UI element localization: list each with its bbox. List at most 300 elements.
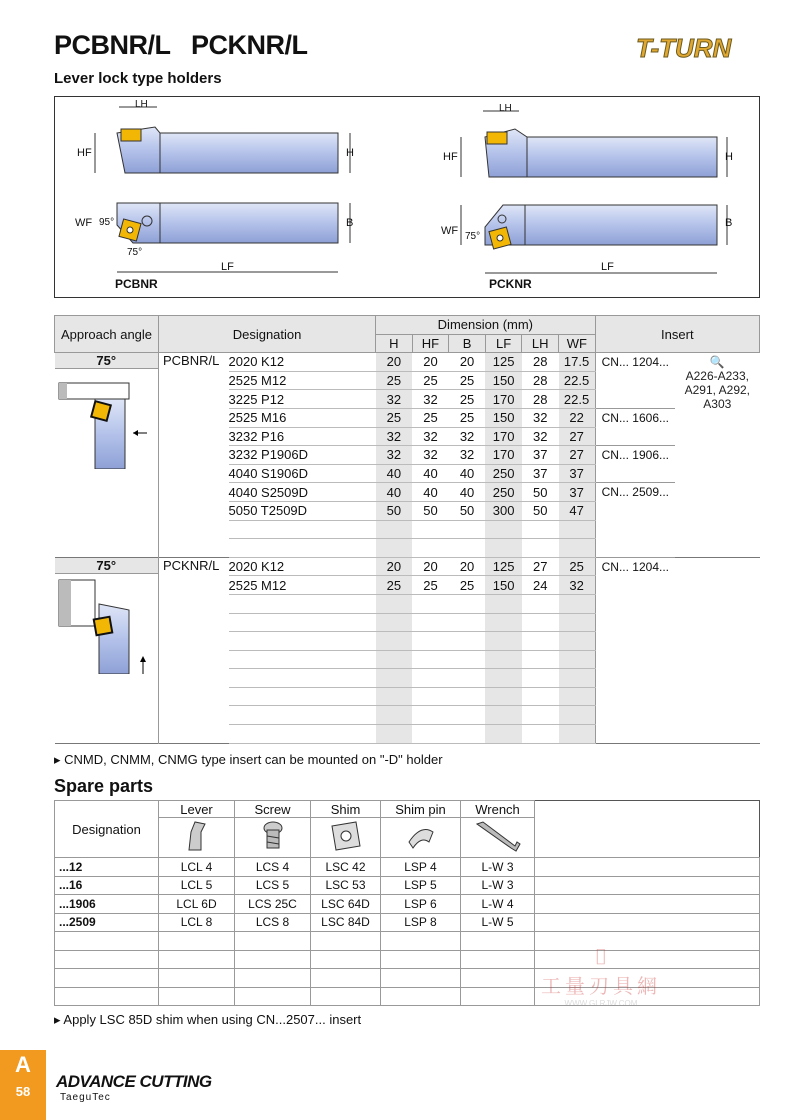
page-reference[interactable]: A226-A233, xyxy=(685,369,749,384)
dimension-value: 32 xyxy=(376,390,413,409)
spare-part-code xyxy=(461,987,535,1006)
dimension-value: 125 xyxy=(485,353,522,372)
dimension-value xyxy=(522,650,559,669)
spare-part-code xyxy=(235,987,311,1006)
dimension-value xyxy=(522,669,559,688)
dimension-value: 25 xyxy=(449,408,486,427)
dimension-value xyxy=(412,725,449,744)
spare-row xyxy=(55,895,760,914)
insert-value xyxy=(595,669,675,688)
lever-icon xyxy=(159,818,235,858)
page-number: 58 xyxy=(15,1084,31,1099)
dimension-value: 22.5 xyxy=(559,371,596,390)
designation-code xyxy=(229,725,376,744)
dimension-value: 40 xyxy=(376,483,413,502)
dimension-value: 32 xyxy=(522,408,559,427)
dim-angle2-left: 75° xyxy=(127,247,143,258)
screw-header: Screw xyxy=(235,801,311,818)
dimension-value: 20 xyxy=(412,557,449,576)
designation-code xyxy=(229,594,376,613)
dimension-value xyxy=(376,669,413,688)
dimension-value xyxy=(412,669,449,688)
note-shim-text: Apply LSC 85D shim when using CN...2507... insert xyxy=(63,1012,362,1027)
dim-lf-left: LF xyxy=(221,261,234,273)
pcknr-top-view xyxy=(461,205,727,273)
pcknr-approach-icon xyxy=(55,574,155,674)
spare-designation xyxy=(55,987,159,1006)
spare-designation: ...1906 xyxy=(55,895,159,914)
brand-logo: ADVANCE CUTTING xyxy=(56,1072,212,1091)
insert-value xyxy=(595,539,675,558)
dim-col-header: WF xyxy=(559,334,596,353)
dimension-value: 40 xyxy=(449,483,486,502)
spare-empty-cell xyxy=(535,858,760,877)
dimension-value: 37 xyxy=(522,446,559,465)
insert-value xyxy=(595,687,675,706)
dimension-value: 20 xyxy=(376,557,413,576)
dim-col-header: H xyxy=(376,334,413,353)
dimension-value xyxy=(449,687,486,706)
dimension-value xyxy=(412,594,449,613)
dim-angle1-left: 95° xyxy=(99,217,115,228)
designation-code xyxy=(229,669,376,688)
dimension-value xyxy=(522,594,559,613)
spare-part-code: LCS 5 xyxy=(235,876,311,895)
dimension-value: 20 xyxy=(449,557,486,576)
spare-designation: ...2509 xyxy=(55,913,159,932)
dimension-value: 250 xyxy=(485,464,522,483)
insert-value xyxy=(595,632,675,651)
diagram-label-pcknr: PCKNR xyxy=(489,277,532,291)
dim-h-right: H xyxy=(725,151,733,163)
dim-col-header: LH xyxy=(522,334,559,353)
spare-part-code xyxy=(235,932,311,951)
dim-hf-right: HF xyxy=(443,151,458,163)
spare-part-code: L-W 3 xyxy=(461,858,535,877)
dimension-value xyxy=(559,650,596,669)
t-turn-logo xyxy=(632,30,760,66)
dimension-value: 37 xyxy=(559,483,596,502)
dimension-value xyxy=(559,725,596,744)
watermark xyxy=(536,944,666,1014)
insert-value: CN... 1204... xyxy=(595,557,675,576)
watermark-url: WWW.GLRJW.COM xyxy=(564,999,638,1008)
dimension-value: 300 xyxy=(485,501,522,520)
holder-dimension-table xyxy=(54,315,760,744)
dimension-value: 20 xyxy=(412,353,449,372)
spare-part-code xyxy=(381,932,461,951)
spare-part-code: LSP 4 xyxy=(381,858,461,877)
insert-value: CN... 1204... xyxy=(595,353,675,372)
page-reference[interactable]: A291, A292, xyxy=(684,383,750,398)
spare-part-code: LCS 8 xyxy=(235,913,311,932)
spare-designation xyxy=(55,969,159,988)
shim-header: Shim xyxy=(311,801,381,818)
section-letter: A xyxy=(15,1052,31,1077)
dim-angle1-right: 75° xyxy=(465,231,481,242)
dimension-value: 32 xyxy=(449,427,486,446)
dimension-value xyxy=(449,539,486,558)
designation-code xyxy=(229,687,376,706)
spare-part-code xyxy=(311,932,381,951)
lever-header: Lever xyxy=(159,801,235,818)
spare-part-code xyxy=(381,987,461,1006)
designation-code xyxy=(229,706,376,725)
dimension-value: 22.5 xyxy=(559,390,596,409)
dim-col-header: LF xyxy=(485,334,522,353)
dimension-value: 25 xyxy=(412,408,449,427)
spare-part-code xyxy=(311,950,381,969)
section-tab xyxy=(0,1050,46,1120)
watermark-logo-icon: ⌷ xyxy=(594,944,608,969)
wrench-icon xyxy=(461,818,535,858)
spare-part-code xyxy=(461,950,535,969)
dimension-value xyxy=(376,613,413,632)
dimension-value: 25 xyxy=(449,576,486,595)
dim-lf-right: LF xyxy=(601,261,614,273)
shim-icon xyxy=(311,818,381,858)
dim-h-left: H xyxy=(346,147,354,159)
approach-angle-value: 75° xyxy=(55,353,159,369)
pcbnr-approach-icon xyxy=(55,369,155,469)
pcknr-side-view xyxy=(461,111,727,177)
dimension-value xyxy=(522,539,559,558)
dimension-value: 27 xyxy=(559,446,596,465)
designation-code: 3232 P16 xyxy=(229,427,376,446)
dim-wf-left: WF xyxy=(75,217,93,229)
spare-part-code xyxy=(235,950,311,969)
dimension-value: 27 xyxy=(522,557,559,576)
pcbnr-side-view xyxy=(95,107,350,173)
spare-part-code xyxy=(159,950,235,969)
insert-value xyxy=(595,520,675,539)
dimension-value: 50 xyxy=(522,501,559,520)
dimension-value: 25 xyxy=(376,576,413,595)
spare-part-code xyxy=(461,932,535,951)
spare-row xyxy=(55,876,760,895)
spare-part-code: LSP 6 xyxy=(381,895,461,914)
dimension-value: 32 xyxy=(376,446,413,465)
designation-code: 2020 K12 xyxy=(229,557,376,576)
holder-diagram-panel xyxy=(54,96,760,298)
dimension-value xyxy=(449,632,486,651)
dimension-value: 170 xyxy=(485,427,522,446)
insert-value xyxy=(595,613,675,632)
dimension-value xyxy=(449,613,486,632)
insert-value xyxy=(595,390,675,409)
table-row xyxy=(55,557,760,576)
spare-empty-cell xyxy=(535,876,760,895)
dimension-value xyxy=(522,706,559,725)
spare-row xyxy=(55,858,760,877)
dimension-value xyxy=(485,520,522,539)
dim-col-header: B xyxy=(449,334,486,353)
spare-part-code: LSC 64D xyxy=(311,895,381,914)
dimension-value: 40 xyxy=(376,464,413,483)
dimension-value xyxy=(485,706,522,725)
dimension-value xyxy=(376,650,413,669)
dimension-value xyxy=(559,669,596,688)
wrench-header: Wrench xyxy=(461,801,535,818)
shim-pin-header: Shim pin xyxy=(381,801,461,818)
insert-value: CN... 1906... xyxy=(595,446,675,465)
dimension-value: 40 xyxy=(449,464,486,483)
dimension-value xyxy=(412,706,449,725)
dimension-value xyxy=(485,650,522,669)
dimension-value xyxy=(485,613,522,632)
dimension-value: 37 xyxy=(522,464,559,483)
dimension-value: 32 xyxy=(522,427,559,446)
designation-code: 2525 M16 xyxy=(229,408,376,427)
spare-part-code: LSC 42 xyxy=(311,858,381,877)
designation-prefix: PCBNR/L xyxy=(163,353,220,369)
dimension-value: 24 xyxy=(522,576,559,595)
dimension-value xyxy=(522,613,559,632)
watermark-text: 工量刃具網 xyxy=(541,976,661,998)
dimension-value: 32 xyxy=(449,446,486,465)
dimension-value xyxy=(559,520,596,539)
page-title: PCBNR/L PCKNR/L xyxy=(54,30,308,60)
dimension-value xyxy=(559,632,596,651)
designation-code xyxy=(229,539,376,558)
dimension-value: 20 xyxy=(376,353,413,372)
dimension-value xyxy=(522,520,559,539)
dimension-value xyxy=(485,725,522,744)
designation-code: 4040 S1906D xyxy=(229,464,376,483)
dimension-value: 32 xyxy=(412,427,449,446)
spare-part-code: LSC 53 xyxy=(311,876,381,895)
spare-part-code xyxy=(159,969,235,988)
dimension-value xyxy=(412,539,449,558)
insert-value xyxy=(595,501,675,520)
dimension-value: 27 xyxy=(559,427,596,446)
dimension-value: 25 xyxy=(559,557,596,576)
dimension-value: 25 xyxy=(376,371,413,390)
dimension-value xyxy=(412,520,449,539)
spare-part-code: LSP 8 xyxy=(381,913,461,932)
note-d-holder: ▸ CNMD, CNMM, CNMG type insert can be mounted on "-D" holder xyxy=(54,752,443,767)
dim-b-right: B xyxy=(725,217,733,229)
dimension-value: 25 xyxy=(412,371,449,390)
designation-code: 5050 T2509D xyxy=(229,501,376,520)
dimension-value: 47 xyxy=(559,501,596,520)
insert-value: CN... 1606... xyxy=(595,408,675,427)
dimension-value xyxy=(449,669,486,688)
dim-b-left: B xyxy=(346,217,354,229)
insert-value: CN... 2509... xyxy=(595,483,675,502)
dimension-value xyxy=(376,539,413,558)
dimension-value: 50 xyxy=(412,501,449,520)
dimension-value: 37 xyxy=(559,464,596,483)
dimension-value xyxy=(485,632,522,651)
dimension-value: 50 xyxy=(449,501,486,520)
dimension-value: 125 xyxy=(485,557,522,576)
dimension-value xyxy=(559,613,596,632)
spare-part-code: LCS 4 xyxy=(235,858,311,877)
dimension-value xyxy=(412,650,449,669)
reference-cell xyxy=(675,353,759,558)
spare-part-code xyxy=(311,987,381,1006)
approach-angle-value: 75° xyxy=(55,558,159,574)
dimension-value: 20 xyxy=(449,353,486,372)
shim-pin-icon xyxy=(381,818,461,858)
dimension-value: 250 xyxy=(485,483,522,502)
insert-value xyxy=(595,371,675,390)
spare-part-code: LCL 6D xyxy=(159,895,235,914)
spare-part-code xyxy=(381,950,461,969)
spare-part-code: LCS 25C xyxy=(235,895,311,914)
spare-part-code xyxy=(235,969,311,988)
dimension-value xyxy=(522,632,559,651)
spare-part-code: LSC 84D xyxy=(311,913,381,932)
page-subtitle: Lever lock type holders xyxy=(54,70,222,87)
designation-code: 2020 K12 xyxy=(229,353,376,372)
dimension-value: 150 xyxy=(485,371,522,390)
designation-code: 3225 P12 xyxy=(229,390,376,409)
insert-value xyxy=(595,464,675,483)
dimension-value xyxy=(376,520,413,539)
spare-designation xyxy=(55,950,159,969)
dimension-value xyxy=(412,687,449,706)
reference-cell xyxy=(675,557,759,743)
dimension-header: Dimension (mm) xyxy=(376,316,596,335)
designation-code: 2525 M12 xyxy=(229,371,376,390)
page-reference[interactable]: A303 xyxy=(703,397,732,412)
spare-part-code xyxy=(159,932,235,951)
table-row xyxy=(55,353,760,372)
screw-icon xyxy=(235,818,311,858)
designation-header: Designation xyxy=(159,316,376,353)
dimension-value xyxy=(376,725,413,744)
magnifier-icon: 🔍 xyxy=(709,355,725,370)
spare-part-code: LCL 4 xyxy=(159,858,235,877)
dim-lh-right: LH xyxy=(499,103,512,114)
dimension-value: 150 xyxy=(485,576,522,595)
dimension-value: 25 xyxy=(376,408,413,427)
dimension-value: 25 xyxy=(412,576,449,595)
dimension-value: 40 xyxy=(412,464,449,483)
dimension-value xyxy=(449,706,486,725)
dim-hf-left: HF xyxy=(77,147,92,159)
dimension-value: 32 xyxy=(412,390,449,409)
dimension-value: 50 xyxy=(376,501,413,520)
designation-code xyxy=(229,650,376,669)
insert-header: Insert xyxy=(595,316,759,353)
dimension-value xyxy=(485,539,522,558)
note-d-holder-text: CNMD, CNMM, CNMG type insert can be mounted on "-D" holder xyxy=(64,752,443,767)
approach-angle-cell xyxy=(55,353,159,558)
designation-code xyxy=(229,520,376,539)
spare-row xyxy=(55,913,760,932)
dimension-value: 25 xyxy=(449,390,486,409)
dimension-value: 170 xyxy=(485,446,522,465)
dimension-value xyxy=(485,669,522,688)
spare-part-code: L-W 4 xyxy=(461,895,535,914)
dimension-value: 170 xyxy=(485,390,522,409)
dimension-value xyxy=(376,594,413,613)
dimension-value: 32 xyxy=(412,446,449,465)
designation-prefix: PCKNR/L xyxy=(163,557,220,573)
dimension-value: 28 xyxy=(522,390,559,409)
dimension-value xyxy=(449,725,486,744)
insert-value xyxy=(595,725,675,744)
insert-value xyxy=(595,576,675,595)
dimension-value xyxy=(559,706,596,725)
dimension-value xyxy=(376,632,413,651)
holder-drawings xyxy=(55,97,761,299)
dim-col-header: HF xyxy=(412,334,449,353)
dimension-value xyxy=(485,594,522,613)
insert-value xyxy=(595,650,675,669)
dimension-value xyxy=(412,613,449,632)
insert-value xyxy=(595,427,675,446)
spare-part-code: L-W 3 xyxy=(461,876,535,895)
dim-lh-left: LH xyxy=(135,99,148,110)
dimension-value xyxy=(522,725,559,744)
designation-code xyxy=(229,632,376,651)
spare-part-code xyxy=(461,969,535,988)
spare-empty-cell xyxy=(535,895,760,914)
dimension-value: 150 xyxy=(485,408,522,427)
dimension-value xyxy=(522,687,559,706)
brand-subtext: TaeguTec xyxy=(60,1092,111,1103)
dimension-value xyxy=(449,650,486,669)
spare-part-code xyxy=(311,969,381,988)
designation-code: 4040 S2509D xyxy=(229,483,376,502)
dimension-value: 28 xyxy=(522,353,559,372)
designation-code: 3232 P1906D xyxy=(229,446,376,465)
insert-value xyxy=(595,594,675,613)
diagram-label-pcbnr: PCBNR xyxy=(115,277,158,291)
spare-designation xyxy=(55,932,159,951)
approach-angle-header: Approach angle xyxy=(55,316,159,353)
dimension-value: 17.5 xyxy=(559,353,596,372)
spare-parts-title: Spare parts xyxy=(54,776,154,796)
spare-part-code: LSP 5 xyxy=(381,876,461,895)
dimension-value xyxy=(485,687,522,706)
dimension-value xyxy=(376,687,413,706)
note-shim: ▸ Apply LSC 85D shim when using CN...2507... insert xyxy=(54,1012,362,1027)
dimension-value xyxy=(559,539,596,558)
spare-part-code: L-W 5 xyxy=(461,913,535,932)
spare-designation-header: Designation xyxy=(55,801,159,858)
designation-code: 2525 M12 xyxy=(229,576,376,595)
dimension-value: 32 xyxy=(376,427,413,446)
svg-text:T-TURN: T-TURN xyxy=(636,33,732,63)
dimension-value: 22 xyxy=(559,408,596,427)
approach-angle-cell xyxy=(55,557,159,743)
dimension-value: 40 xyxy=(412,483,449,502)
dim-wf-right: WF xyxy=(441,225,459,237)
spare-part-code xyxy=(159,987,235,1006)
dimension-value xyxy=(559,594,596,613)
dimension-value: 25 xyxy=(449,371,486,390)
designation-code xyxy=(229,613,376,632)
dimension-value xyxy=(449,594,486,613)
insert-value xyxy=(595,706,675,725)
spare-designation: ...16 xyxy=(55,876,159,895)
spare-part-code: LCL 8 xyxy=(159,913,235,932)
spare-part-code: LCL 5 xyxy=(159,876,235,895)
dimension-value: 32 xyxy=(559,576,596,595)
dimension-value xyxy=(449,520,486,539)
dimension-value: 50 xyxy=(522,483,559,502)
dimension-value xyxy=(412,632,449,651)
spare-designation: ...12 xyxy=(55,858,159,877)
dimension-value xyxy=(559,687,596,706)
spare-empty-cell xyxy=(535,913,760,932)
spare-part-code xyxy=(381,969,461,988)
